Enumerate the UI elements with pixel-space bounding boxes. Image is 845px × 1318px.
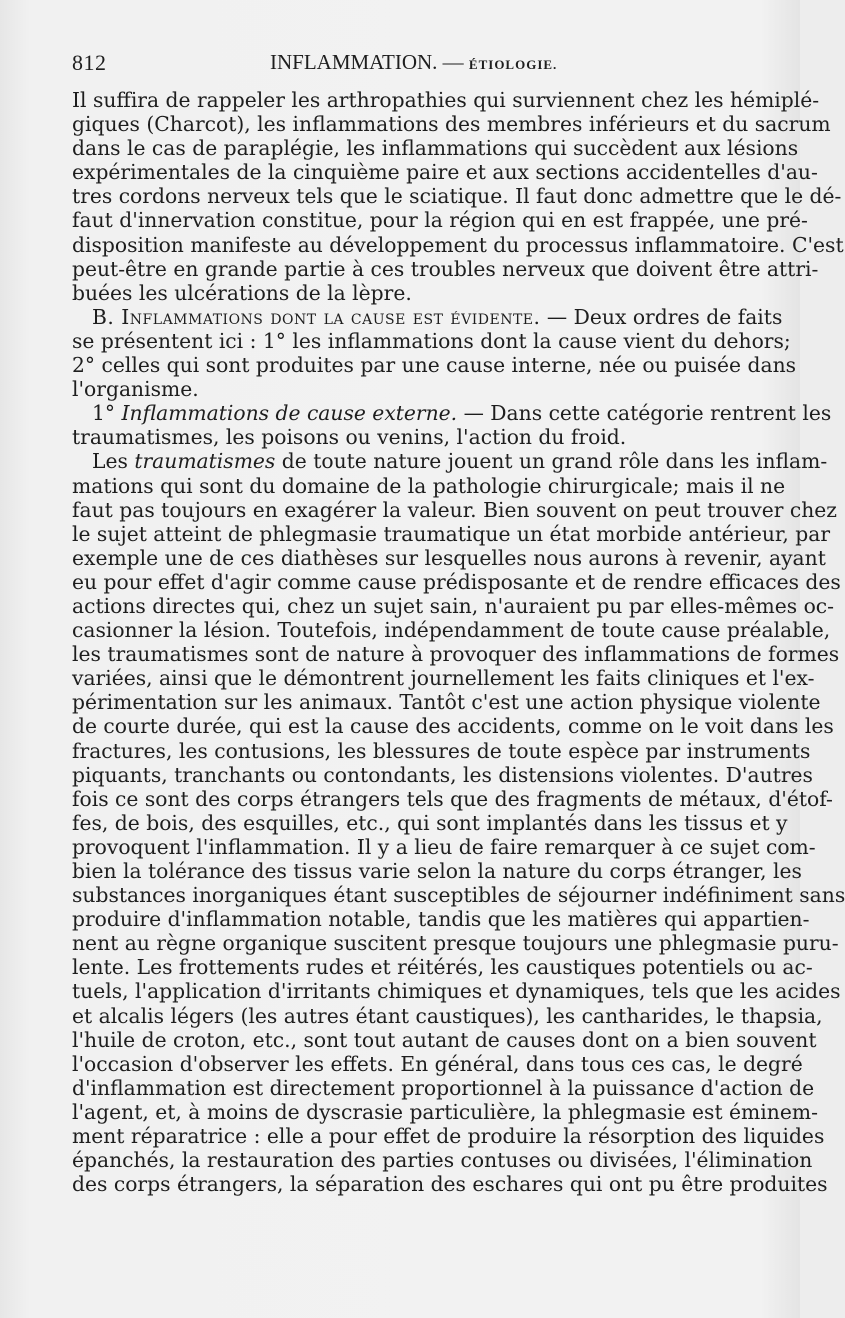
text-line: et alcalis légers (les autres étant caustiques), les cantharides, le thapsia, [72,1003,823,1028]
running-title-sub: ÉTIOLOGIE. [468,57,558,72]
text-line: 2° celles qui sont produites par une cause interne, née ou puisée dans [72,353,797,378]
paragraph-2 [72,304,797,402]
text-line: giques (Charcot), les inflammations des membres inférieurs et du sacrum [72,112,831,137]
italic-term: traumatismes [134,449,276,474]
text-line: les traumatismes sont de nature à provoquer des inflammations de formes [72,642,840,667]
text-line: mations qui sont du domaine de la pathologie chirurgicale; mais il ne [72,473,786,498]
text-line: tuels, l'application d'irritants chimiques et dynamiques, tels que les acides [72,979,841,1004]
text-line: l'huile de croton, etc., sont tout autant de causes dont on a bien souvent [72,1027,817,1052]
text-line [72,449,828,474]
text-line: faut d'innervation constitue, pour la région qui en est frappée, une pré- [72,208,808,233]
text-line: bien la tolérance des tissus varie selon la nature du corps étranger, les [72,859,802,883]
text-line: dans le cas de paraplégie, les inflammations qui succèdent aux lésions [72,136,799,161]
text-line: nent au règne organique suscitent presque toujours une phlegmasie puru- [72,931,839,956]
text-line: provoquent l'inflammation. Il y a lieu de faire remarquer à ce sujet com- [72,834,816,859]
text-line: d'inflammation est directement proportionnel à la puissance d'action de [72,1075,815,1100]
text-line: disposition manifeste au développement du processus inflammatoire. C'est [72,232,844,257]
page-number: 812 [72,50,107,75]
text-run: — Deux ordres de faits [540,304,783,329]
text-line: variées, ainsi que le démontrent journellement les faits cliniques et l'ex- [72,666,815,691]
text-run: Les [92,449,135,474]
text-line: le sujet atteint de phlegmasie traumatique un état morbide antérieur, par [72,521,831,546]
text-line: ment réparatrice : elle a pour effet de produire la résorption des liquides [72,1124,825,1149]
text-line: de courte durée, qui est la cause des accidents, comme on le voit dans les [72,714,834,739]
running-title [270,50,557,75]
text-line: produire d'inflammation notable, tandis que les matières qui appartien- [72,907,810,932]
text-line: se présentent ici : 1° les inflammations dont la cause vient du dehors; [72,328,791,353]
text-line: faut pas toujours en exagérer la valeur. Bien souvent on peut trouver chez [72,497,837,522]
text-line: périmentation sur les animaux. Tantôt c'est une action physique violente [72,690,821,715]
text-line: buées les ulcérations de la lèpre. [72,280,412,305]
text-line: substances inorganiques étant susceptibles de séjourner indéfiniment sans [72,883,845,908]
text-line: peut-être en grande partie à ces troubles nerveux que doivent être attri- [72,256,819,281]
text-line: expérimentales de la cinquième paire et aux sections accidentelles d'au- [72,160,818,185]
text-line: des corps étrangers, la séparation des eschares qui ont pu être produites [72,1172,828,1197]
text-line: lente. Les frottements rudes et réitérés, les caustiques potentiels ou ac- [72,955,813,980]
text-line: fes, de bois, des esquilles, etc., qui sont implantés dans les tissus et y [72,810,788,835]
running-title-main: INFLAMMATION. [270,50,438,74]
text-line: fractures, les contusions, les blessures de toute espèce par instruments [72,738,811,763]
text-run: de toute nature jouent un grand rôle dans les inflam- [275,449,828,474]
text-line: Il suffira de rappeler les arthropathies qui surviennent chez les hémiplé- [72,88,820,112]
running-header [72,50,734,82]
running-title-separator: — [437,50,469,74]
text-line: l'agent, et, à moins de dyscrasie particulière, la phlegmasie est éminem- [72,1099,818,1124]
text-line: exemple une de ces diathèses sur lesquelles nous aurons à revenir, ayant [72,545,826,570]
paragraph-1 [72,88,844,305]
text-run: — Dans cette catégorie rentrent les [457,401,832,426]
text-line: actions directes qui, chez un sujet sain, n'auraient pu par elles-mêmes oc- [72,593,835,618]
text-line: piquants, tranchants ou contondants, les distensions violentes. D'autres [72,762,813,787]
text-line: tres cordons nerveux tels que le sciatique. Il faut donc admettre que le dé- [72,184,842,209]
text-line: eu pour effet d'agir comme cause prédisposante et de rendre efficaces des [72,569,841,594]
text-line: casionner la lésion. Toutefois, indépendamment de toute cause préalable, [72,618,831,643]
text-line: épanchés, la restauration des parties contuses ou divisées, l'élimination [72,1148,813,1173]
body-text [72,88,845,1197]
paragraph-4 [72,449,845,1197]
text-line [72,304,783,329]
text-line [72,401,832,426]
subsection-heading: Inflammations de cause externe. [121,401,458,426]
paragraph-3 [72,401,832,450]
subsection-number: 1° [92,401,122,426]
section-heading: B. Inflammations dont la cause est évidente. [92,304,541,329]
text-line: l'occasion d'observer les effets. En général, dans tous ces cas, le degré [72,1051,803,1076]
text-line: l'organisme. [72,377,199,402]
text-line: traumatismes, les poisons ou venins, l'action du froid. [72,425,627,450]
text-line: fois ce sont des corps étrangers tels que des fragments de métaux, d'étof- [72,786,833,811]
